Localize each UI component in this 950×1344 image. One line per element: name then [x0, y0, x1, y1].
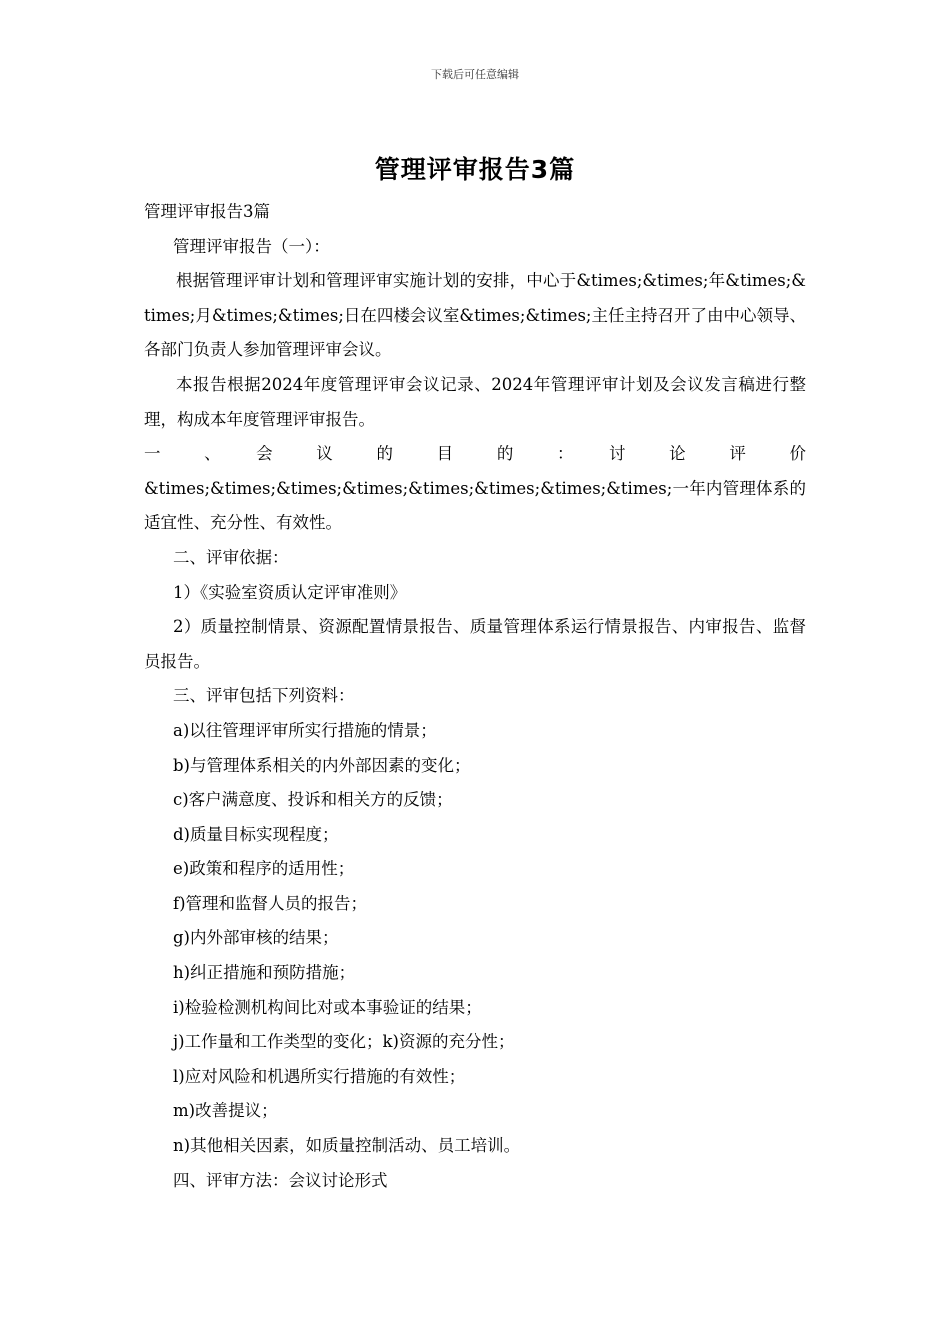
heading-review-method: 四、评审方法：会议讨论形式 [173, 1170, 388, 1190]
list-item-material-n: n)其他相关因素，如质量控制活动、员工培训。 [173, 1136, 521, 1156]
list-item-material-c: c)客户满意度、投诉和相关方的反馈； [173, 790, 453, 810]
document-body [144, 195, 806, 1198]
section-heading-one: 管理评审报告（一）： [173, 236, 330, 256]
list-item-material-e: e)政策和程序的适用性； [173, 859, 355, 879]
list-item-material-m: m)改善提议； [173, 1101, 278, 1121]
list-item-material-f: f)管理和监督人员的报告； [173, 893, 368, 913]
paragraph-meeting-intro: 根据管理评审计划和管理评审实施计划的安排，中心于&times;&times;年&times;&times;月&times;&times;日在四楼会议室&times;&times;主任主持召开了由中心领导、各部门负责人参加管理评审会议。 [144, 271, 806, 360]
list-item-material-d: d)质量目标实现程度； [173, 824, 339, 844]
list-item-material-i: i)检验检测机构间比对或本事验证的结果； [173, 997, 482, 1017]
list-item-material-b: b)与管理体系相关的内外部因素的变化； [173, 755, 471, 775]
document-title: 管理评审报告3篇 [374, 155, 576, 184]
paragraph-meeting-purpose: 一 、 会 议 的 目 的 ： 讨 论 评 价 [144, 444, 806, 464]
list-item-material-l: l)应对风险和机遇所实行措施的有效性； [173, 1066, 466, 1086]
list-item-basis-2: 2）质量控制情景、资源配置情景报告、质量管理体系运行情景报告、内审报告、监督员报告。 [144, 617, 806, 671]
page-header-note: 下载后可任意编辑 [431, 68, 519, 81]
list-item-material-h: h)纠正措施和预防措施； [173, 963, 356, 983]
list-item-basis-1: 1）《实验室资质认定评审准则》 [173, 582, 407, 602]
paragraph-report-basis: 本报告根据2024年度管理评审会议记录、2024年管理评审计划及会议发言稿进行整理，构成本年度管理评审报告。 [144, 374, 806, 429]
heading-review-basis: 二、评审依据： [173, 547, 289, 567]
list-item-material-a: a)以往管理评审所实行措施的情景； [173, 720, 437, 740]
heading-review-materials: 三、评审包括下列资料： [173, 686, 355, 706]
subtitle-line: 管理评审报告3篇 [144, 202, 270, 221]
list-item-material-g: g)内外部审核的结果； [173, 928, 339, 948]
list-item-material-j-k: j)工作量和工作类型的变化；k)资源的充分性； [173, 1032, 515, 1052]
paragraph-meeting-purpose-cont: &times;&times;&times;&times;&times;&times;&times;&times;一年内管理体系的适宜性、充分性、有效性。 [144, 478, 806, 533]
